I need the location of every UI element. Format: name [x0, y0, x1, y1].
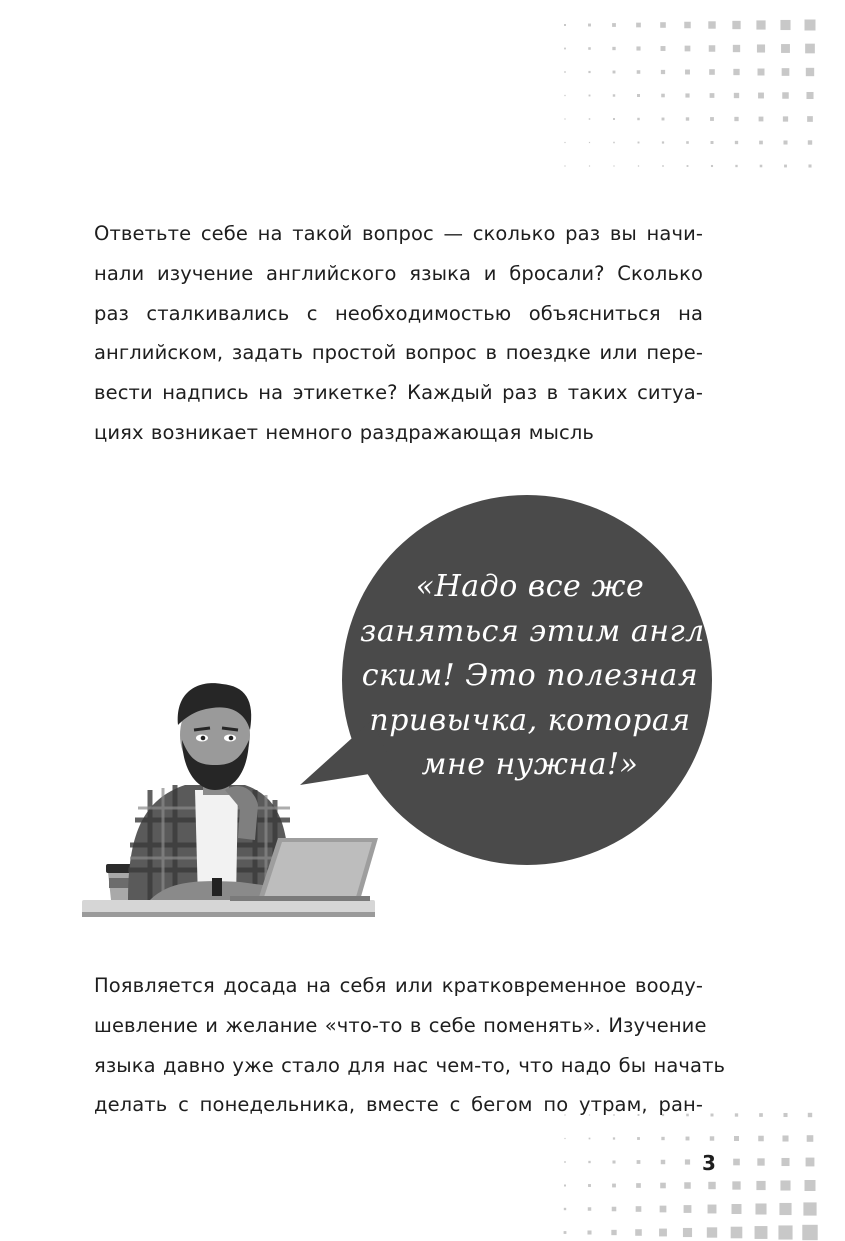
- paragraph-line: английском, задать простой вопрос в поездке или пере-: [94, 341, 703, 365]
- bubble-line: привычка, которая: [369, 702, 691, 738]
- paragraph-line: вести надпись на этикетке? Каждый раз в таких ситуа-: [94, 381, 703, 405]
- speech-bubble-text: [360, 565, 756, 788]
- body-paragraph: [94, 966, 726, 1125]
- bubble-line: мне нужна!»: [421, 747, 639, 782]
- paragraph-line: делать с понедельника, вместе с бегом по утрам, ран-: [94, 1093, 703, 1117]
- bubble-line: ским! Это полезная: [361, 658, 699, 693]
- bubble-line: заняться этим англий-: [360, 613, 756, 649]
- paragraph-line: шевление и желание «что-то в себе поменять». Изучение: [94, 1013, 707, 1037]
- man-figure: [128, 683, 290, 900]
- paragraph-line: нали изучение английского языка и бросали? Сколько: [94, 261, 703, 285]
- page-number: 3: [702, 1151, 716, 1175]
- bubble-line: «Надо все же: [415, 569, 645, 604]
- paragraph-line: Ответьте себе на такой вопрос — сколько раз вы начи-: [94, 222, 703, 245]
- paragraph-line: раз сталкивались с необходимостью объясниться на: [94, 301, 703, 325]
- paragraph-line: Появляется досада на себя или кратковременное вооду-: [94, 974, 703, 997]
- paragraph-line: циях возникает немного раздражающая мысль: [94, 420, 594, 444]
- paragraph-line: языка давно уже стало для нас чем-то, что надо бы начать: [94, 1053, 726, 1077]
